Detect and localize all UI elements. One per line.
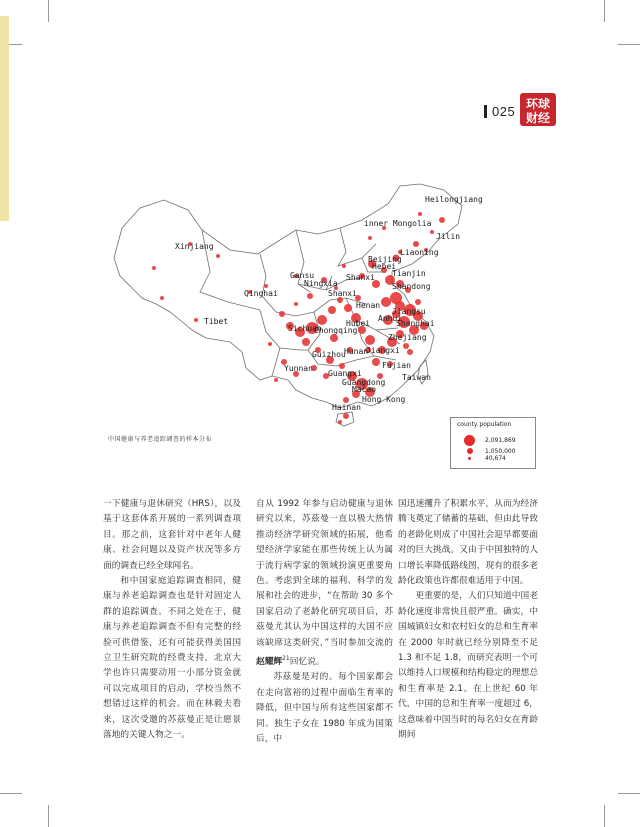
sample-dot bbox=[152, 266, 156, 270]
label-shanxi-north: Shanxi bbox=[346, 273, 375, 282]
label-gansu: Gansu bbox=[290, 271, 315, 280]
label-guangdong: Guangdong bbox=[342, 378, 386, 387]
legend-value: 40,674 bbox=[485, 455, 506, 462]
crop-mark bbox=[618, 793, 640, 794]
sample-dot bbox=[407, 349, 413, 355]
paragraph-text: 自从 1992 年参与启动健康与退休研究以来，苏茲曼一直以极大热情推动经济学研究领域的拓展，他希望经济学家能在那些传统上认为属于流行病学家的领域扮演更重要角色。考虑到全球的福利、科学的发展和社会的进步，“在帮助 30 多个国家启动了老龄化研究项目后，苏茲曼尤其认为中国这样的大国不应该缺席这类研究，”当时参加交流的 bbox=[256, 499, 393, 648]
label-tibet: Tibet bbox=[204, 317, 229, 326]
crop-mark bbox=[604, 805, 605, 827]
label-jiangxi: Jiangxi bbox=[366, 346, 400, 355]
sample-dot bbox=[415, 299, 421, 305]
legend-item bbox=[455, 455, 506, 462]
label-anhui: Anhui bbox=[378, 314, 403, 323]
paragraph: 更重要的是，人们只知道中国老龄化速度非常快且很严重。确实，中国城镇妇女和农村妇女的总和生育率在 2000 年时就已经分别降至不足 1.3 和不足 1.8，而研究表明一个可以维持人口规模和结构稳定的理想总和生育率是 2.1。在上世纪 60 年代，中国的总和生育率一度超过 6，这意味着中国当时的每名妇女在育龄期间 bbox=[398, 591, 538, 741]
legend-dot-large bbox=[464, 435, 475, 446]
article-column-3 bbox=[398, 497, 538, 744]
label-ningxia: Ningxia bbox=[304, 279, 338, 288]
label-shandong: Shandong bbox=[392, 282, 431, 291]
sample-dot bbox=[279, 311, 285, 317]
label-fujian: Fujian bbox=[382, 361, 411, 370]
label-taiwan: Taiwan bbox=[402, 373, 431, 382]
label-shanghai: Shanghai bbox=[396, 319, 435, 328]
label-guizhou: Guizhou bbox=[312, 350, 346, 359]
sample-dot bbox=[328, 306, 336, 314]
sample-dot bbox=[343, 413, 349, 419]
sample-dot bbox=[160, 296, 164, 300]
footnote-ref: 21 bbox=[282, 655, 290, 663]
label-jiangsu: Jiangsu bbox=[392, 307, 426, 316]
article-column-2 bbox=[256, 497, 393, 747]
label-zhejiang: Zhejiang bbox=[388, 333, 427, 342]
legend-value: 2,091,869 bbox=[485, 437, 516, 444]
page-number bbox=[484, 104, 515, 118]
label-hebei: Hebei bbox=[372, 262, 397, 271]
sample-dot bbox=[368, 236, 372, 240]
map-caption: 中国健康与养老追踪调查的样本分布 bbox=[108, 436, 213, 443]
sample-dot bbox=[418, 212, 422, 216]
label-chongqing: Chongqing bbox=[314, 326, 358, 335]
sample-dot bbox=[307, 293, 313, 299]
crop-mark bbox=[604, 0, 605, 22]
sample-dot bbox=[381, 297, 391, 307]
crop-mark bbox=[48, 805, 49, 827]
label-tianjin: Tianjin bbox=[392, 269, 426, 278]
label-sichuan: Sichuan bbox=[288, 324, 322, 333]
sample-dot bbox=[274, 378, 278, 382]
paragraph: 苏茲曼是对的。每个国家都会在走向富裕的过程中面临生育率的降低，但中国与所有这些国家都不同。独生子女在 1980 年成为国策后，中 bbox=[256, 672, 393, 744]
crop-mark bbox=[618, 44, 640, 45]
logo-line1: 环球 bbox=[525, 97, 551, 111]
sample-dot bbox=[413, 241, 419, 247]
province-labels bbox=[175, 195, 483, 412]
article-column-1 bbox=[103, 497, 241, 744]
legend-item bbox=[455, 435, 516, 446]
sample-dot bbox=[216, 254, 220, 258]
label-hubei: Hubei bbox=[346, 319, 371, 328]
label-jilin: Jilin bbox=[436, 232, 461, 241]
china-sample-map bbox=[100, 180, 540, 455]
crop-mark bbox=[48, 0, 49, 22]
sample-dot bbox=[372, 358, 380, 366]
paragraph: 和中国家庭追踪调查相同，健康与养老追踪调查也是针对固定人群的追踪调查。不同之处在于，健康与养老追踪调查不但有完整的经验可供借鉴，还有可能获得美国国立卫生研究院的经费支持，北京大学也许只需要动用一小部分资金就可以完成项目的启动，学校当然不想错过这样的机会。而在林毅夫看来，这次受邀的苏茲曼正是让愿景落地的关键人物之一。 bbox=[103, 576, 241, 741]
label-qinghai: Qinghai bbox=[244, 289, 278, 298]
sample-dot bbox=[365, 335, 375, 345]
side-color-strip bbox=[0, 16, 9, 221]
sample-dot bbox=[302, 338, 310, 346]
sample-dot bbox=[338, 420, 342, 424]
paragraph-text: 回忆说。 bbox=[289, 656, 325, 667]
paragraph bbox=[256, 497, 393, 670]
label-guangxi: Guangxi bbox=[328, 369, 362, 378]
logo-line2: 财经 bbox=[525, 111, 551, 125]
sample-dot bbox=[344, 304, 352, 312]
legend-dot-medium bbox=[467, 448, 473, 454]
magazine-logo bbox=[520, 93, 556, 126]
label-heilongjiang: Heilongjiang bbox=[425, 195, 483, 204]
paragraph: 国迅速攫升了积累水平，从而为经济腾飞奠定了储蓄的基础，但由此导致的老龄化则成了中国社会迎早都要面对的巨大挑战。又由于中国独特的人口增长率降低路线图，现有的很多老龄化政策也许都很难适用于中国。 bbox=[398, 499, 538, 587]
legend-dot-small bbox=[468, 457, 471, 460]
sample-dot bbox=[439, 217, 445, 223]
paragraph: 一下健康与退休研究（HRS），以及基于这套体系开展的一系列调查项目。那之前，这套针对中老年人健康、社会问题以及资产状况等多方面的调查已经全球闻名。 bbox=[103, 499, 241, 571]
label-macao: Macao bbox=[352, 385, 377, 394]
label-inner-mongolia: inner Mongolia bbox=[364, 219, 432, 228]
sample-dot bbox=[194, 318, 198, 322]
label-beijing: Beijing bbox=[368, 255, 402, 264]
label-liaoning: Liaoning bbox=[400, 248, 439, 257]
page-number-bar bbox=[484, 105, 487, 118]
page-number-text: 025 bbox=[492, 103, 516, 119]
legend-value: 1,050,000 bbox=[485, 447, 516, 455]
label-yunnan: Yunnan bbox=[284, 364, 313, 373]
label-hong-kong: Hong Kong bbox=[362, 395, 406, 404]
crop-mark bbox=[0, 793, 22, 794]
sample-dot bbox=[330, 334, 338, 342]
map-legend bbox=[450, 417, 536, 469]
sample-dot bbox=[294, 302, 298, 306]
sample-dot bbox=[264, 284, 268, 288]
sample-dot bbox=[342, 264, 346, 268]
label-xinjiang: Xinjiang bbox=[175, 242, 214, 251]
legend-title: county population bbox=[457, 421, 512, 428]
sample-dot bbox=[268, 342, 272, 346]
label-shaanxi: Shanxi bbox=[328, 289, 357, 298]
label-henan: Henan bbox=[356, 301, 381, 310]
sample-dot bbox=[403, 343, 409, 349]
sample-dot bbox=[430, 230, 434, 234]
label-hainan: Hainan bbox=[332, 403, 361, 412]
person-name: 赵耀辉 bbox=[256, 656, 283, 667]
label-hunan: Hunan bbox=[344, 347, 369, 356]
legend-item bbox=[455, 447, 516, 455]
